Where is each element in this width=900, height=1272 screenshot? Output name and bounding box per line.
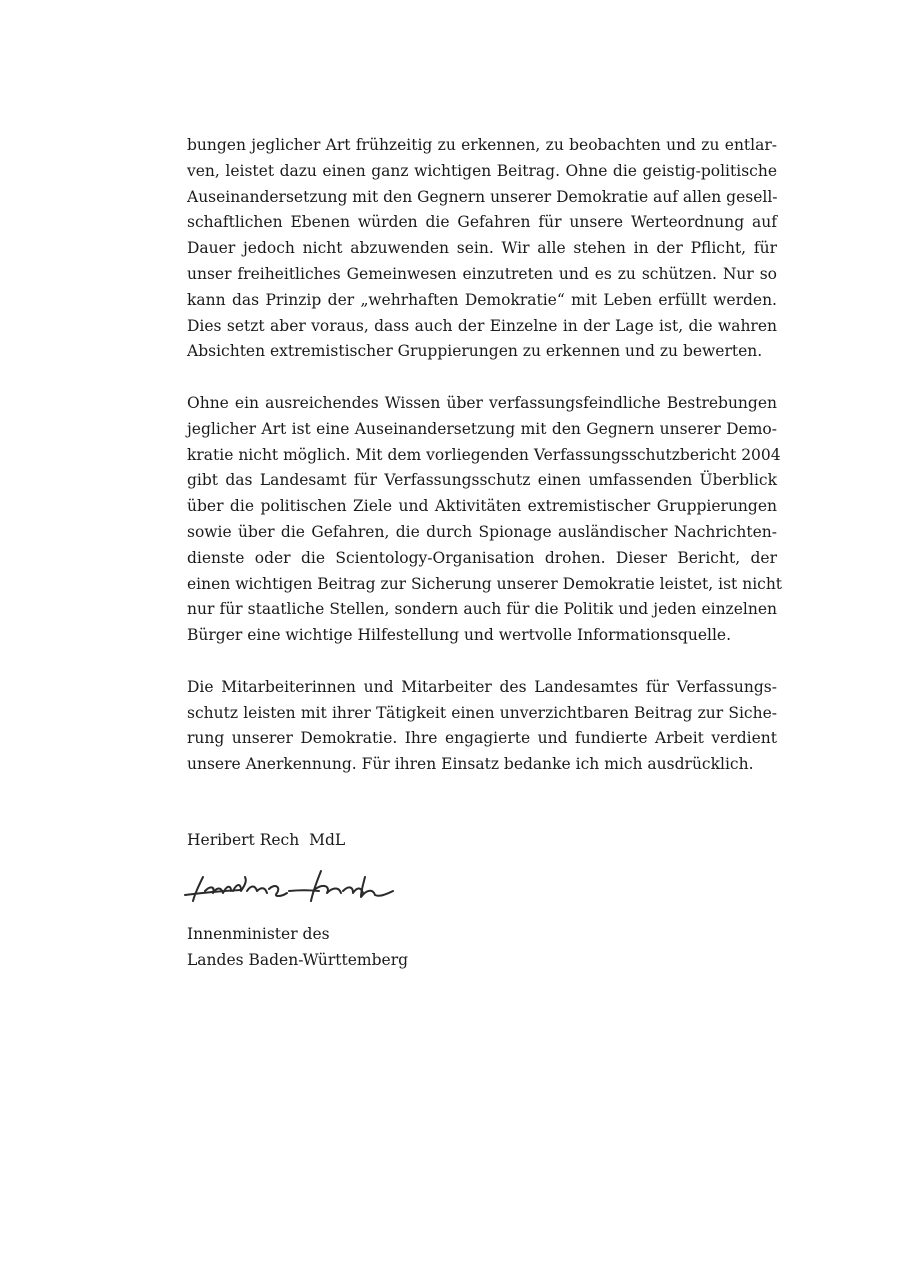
text-line: schutz leisten mit ihrer Tätigkeit einen unverzichtbaren Beitrag zur Siche- — [187, 703, 777, 722]
paragraph-2 — [187, 391, 783, 649]
signatory-name: Heribert Rech MdL — [187, 831, 346, 849]
text-line: nur für staatliche Stellen, sondern auch für die Politik und jeden einzelnen — [187, 600, 777, 619]
text-line: kann das Prinzip der „wehrhaften Demokratie“ mit Leben erfüllt werden. — [187, 290, 777, 309]
title-line: Landes Baden-Württemberg — [187, 951, 409, 969]
text-line: über die politischen Ziele und Aktivitäten extremistischer Gruppierungen — [187, 497, 777, 516]
text-line: Dauer jedoch nicht abzuwenden sein. Wir alle stehen in der Pflicht, für — [187, 239, 777, 258]
text-line: bungen jeglicher Art frühzeitig zu erkennen, zu beobachten und zu entlar- — [187, 136, 777, 154]
paragraph-spacer — [187, 365, 777, 391]
signatory-title — [187, 921, 587, 973]
signature-block — [187, 827, 587, 973]
text-line: einen wichtigen Beitrag zur Sicherung unserer Demokratie leistet, ist nicht — [187, 574, 783, 593]
handwritten-signature-image — [181, 857, 411, 917]
paragraph-spacer — [187, 649, 777, 675]
text-line: Ohne ein ausreichendes Wissen über verfassungsfeindliche Bestrebungen — [187, 393, 777, 412]
text-line: Dies setzt aber voraus, dass auch der Einzelne in der Lage ist, die wahren — [187, 316, 777, 335]
paragraph-3 — [187, 675, 777, 778]
paragraph-1 — [187, 133, 777, 365]
text-line: schaftlichen Ebenen würden die Gefahren für unsere Werteordnung auf — [187, 213, 777, 232]
text-line: Absichten extremistischer Gruppierungen zu erkennen und zu bewerten. — [187, 342, 763, 361]
text-line: sowie über die Gefahren, die durch Spionage ausländischer Nachrichten- — [187, 522, 777, 541]
text-line: ven, leistet dazu einen ganz wichtigen Beitrag. Ohne die geistig-politische — [187, 161, 777, 180]
text-line: kratie nicht möglich. Mit dem vorliegenden Verfassungsschutzbericht 2004 — [187, 445, 781, 464]
text-line: Auseinandersetzung mit den Gegnern unserer Demokratie auf allen gesell- — [187, 187, 778, 206]
text-line: Die Mitarbeiterinnen und Mitarbeiter des Landesamtes für Verfassungs- — [187, 677, 777, 696]
text-line: unser freiheitliches Gemeinwesen einzutreten und es zu schützen. Nur so — [187, 264, 777, 283]
body-text — [187, 133, 783, 778]
text-line: rung unserer Demokratie. Ihre engagierte und fundierte Arbeit verdient — [187, 729, 777, 748]
text-line: gibt das Landesamt für Verfassungsschutz einen umfassenden Überblick — [187, 471, 777, 490]
text-line: dienste oder die Scientology-Organisation drohen. Dieser Bericht, der — [187, 548, 777, 567]
text-line: Bürger eine wichtige Hilfestellung und wertvolle Informationsquelle. — [187, 626, 732, 645]
signature-strokes — [185, 871, 393, 901]
title-line: Innenminister des — [187, 925, 330, 943]
text-line: unsere Anerkennung. Für ihren Einsatz bedanke ich mich ausdrücklich. — [187, 755, 754, 774]
text-line: jeglicher Art ist eine Auseinandersetzung mit den Gegnern unserer Demo- — [187, 419, 777, 438]
